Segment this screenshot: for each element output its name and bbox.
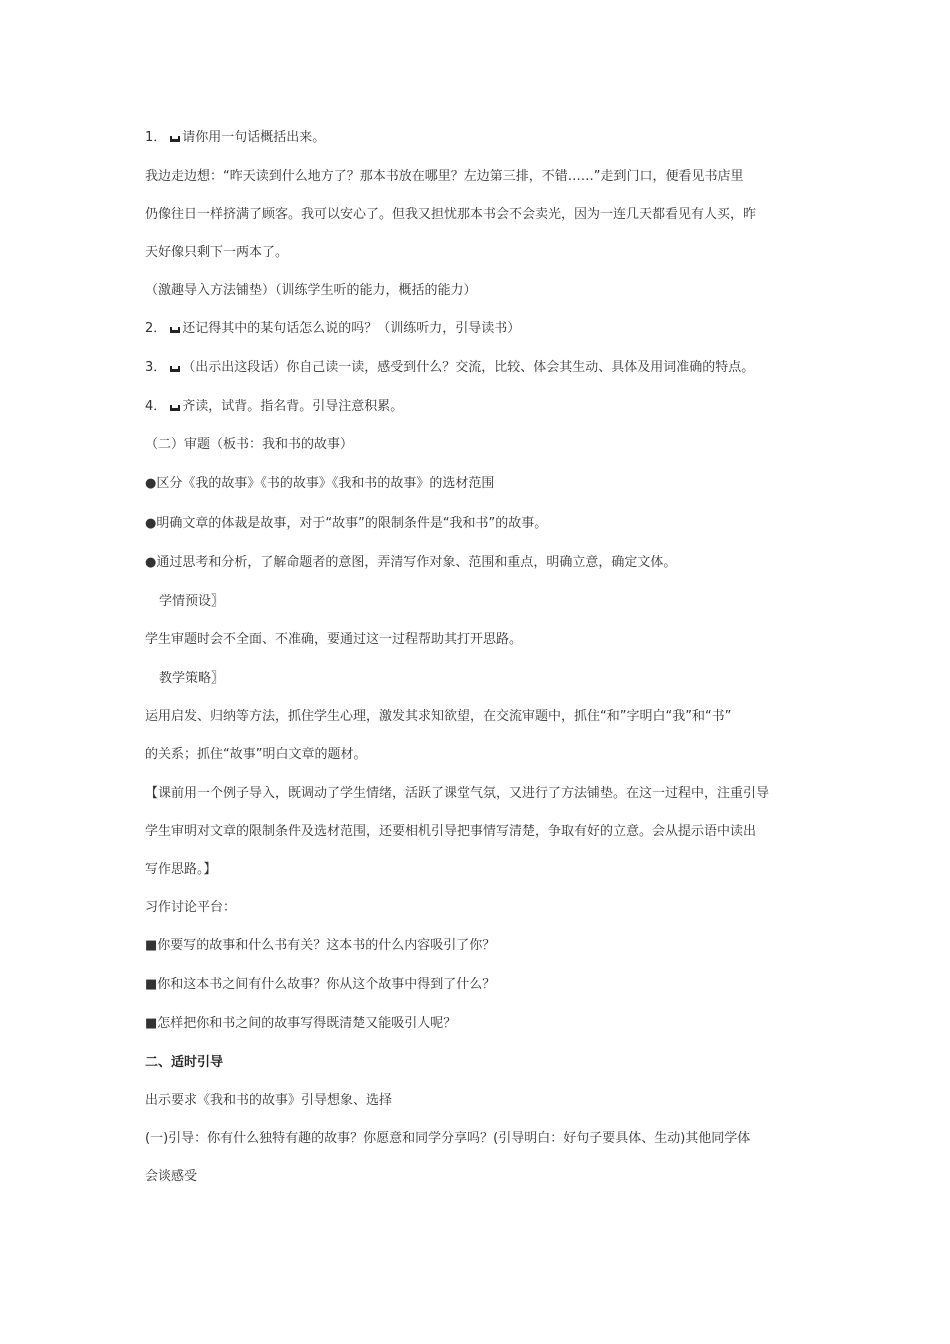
bracket-mark-icon (170, 323, 180, 333)
paragraph-21: 习作讨论平台： (145, 900, 237, 915)
item-number: 3． (145, 360, 167, 375)
item-number: 2． (145, 321, 167, 336)
item-text: 齐读，试背。指名背。引导注意积累。 (182, 399, 404, 414)
paragraph-16: 运用启发、归纳等方法，抓住学生心理，激发其求知欲望，在交流审题中，抓住“和”字明白“我”和“书” (145, 709, 732, 724)
paragraph-18: 【课前用一个例子导入，既调动了学生情绪，活跃了课堂气氛，又进行了方法铺垫。在这一过程中，注重引导 (145, 786, 770, 801)
paragraph-1 (145, 128, 325, 148)
paragraph-19: 学生审明对文章的限制条件及选材范围，还要相机引导把事情写清楚，争取有好的立意。会从提示语中读出 (145, 824, 757, 839)
subheading-learning-preset: 学情预设〗 (159, 594, 225, 609)
paragraph-8 (145, 397, 403, 417)
paragraph-26: 出示要求《我和书的故事》引导想象、选择 (145, 1093, 393, 1108)
paragraph-4: 天好像只剩下一两本了。 (145, 245, 289, 260)
item-text: （出示出这段话）你自己读一读，感受到什么？交流，比较、体会其生动、具体及用词准确的特点。 (182, 360, 755, 375)
paragraph-12: ●通过思考和分析，了解命题者的意图，弄清写作对象、范围和重点，明确立意，确定文体。 (145, 555, 677, 570)
paragraph-3: 仍像往日一样挤满了顾客。我可以安心了。但我又担忧那本书会不会卖光，因为一连几天都看见有人买，昨 (145, 207, 757, 222)
bracket-mark-icon (170, 132, 180, 142)
paragraph-22: ■你要写的故事和什么书有关？这本书的什么内容吸引了你？ (145, 938, 496, 953)
paragraph-2: 我边走边想：“昨天读到什么地方了？那本书放在哪里？左边第三排，不错……”走到门口，便看见书店里 (145, 169, 744, 184)
paragraph-27: (一)引导：你有什么独特有趣的故事？你愿意和同学分享吗？(引导明白：好句子要具体、生动)其他同学体 (145, 1131, 751, 1146)
paragraph-17: 的关系；抓住“故事”明白文章的题材。 (145, 747, 367, 762)
paragraph-28: 会谈感受 (145, 1169, 198, 1184)
paragraph-7 (145, 358, 754, 378)
subheading-teaching-strategy: 教学策略〗 (159, 671, 225, 686)
item-text: 请你用一句话概括出来。 (182, 130, 326, 145)
bracket-mark-icon (170, 401, 180, 411)
bracket-mark-icon (170, 362, 180, 372)
item-text: 还记得其中的某句话怎么说的吗？（训练听力，引导读书） (182, 321, 521, 336)
paragraph-23: ■你和这本书之间有什么故事？你从这个故事中得到了什么？ (145, 977, 496, 992)
paragraph-10: ●区分《我的故事》《书的故事》《我和书的故事》的选材范围 (145, 476, 495, 491)
section-heading: 二、适时引导 (145, 1055, 224, 1070)
item-number: 1． (145, 130, 167, 145)
paragraph-24: ■怎样把你和书之间的故事写得既清楚又能吸引人呢？ (145, 1016, 457, 1031)
paragraph-11: ●明确文章的体裁是故事，对于“故事”的限制条件是“我和书”的故事。 (145, 516, 548, 531)
paragraph-14: 学生审题时会不全面、不准确，要通过这一过程帮助其打开思路。 (145, 632, 523, 647)
item-number: 4． (145, 399, 167, 414)
paragraph-5: （激趣导入方法铺垫）（训练学生听的能力，概括的能力） (145, 283, 477, 298)
paragraph-6 (145, 319, 520, 339)
paragraph-9: （二）审题（板书：我和书的故事） (145, 437, 354, 452)
paragraph-20: 写作思路。】 (145, 862, 217, 877)
